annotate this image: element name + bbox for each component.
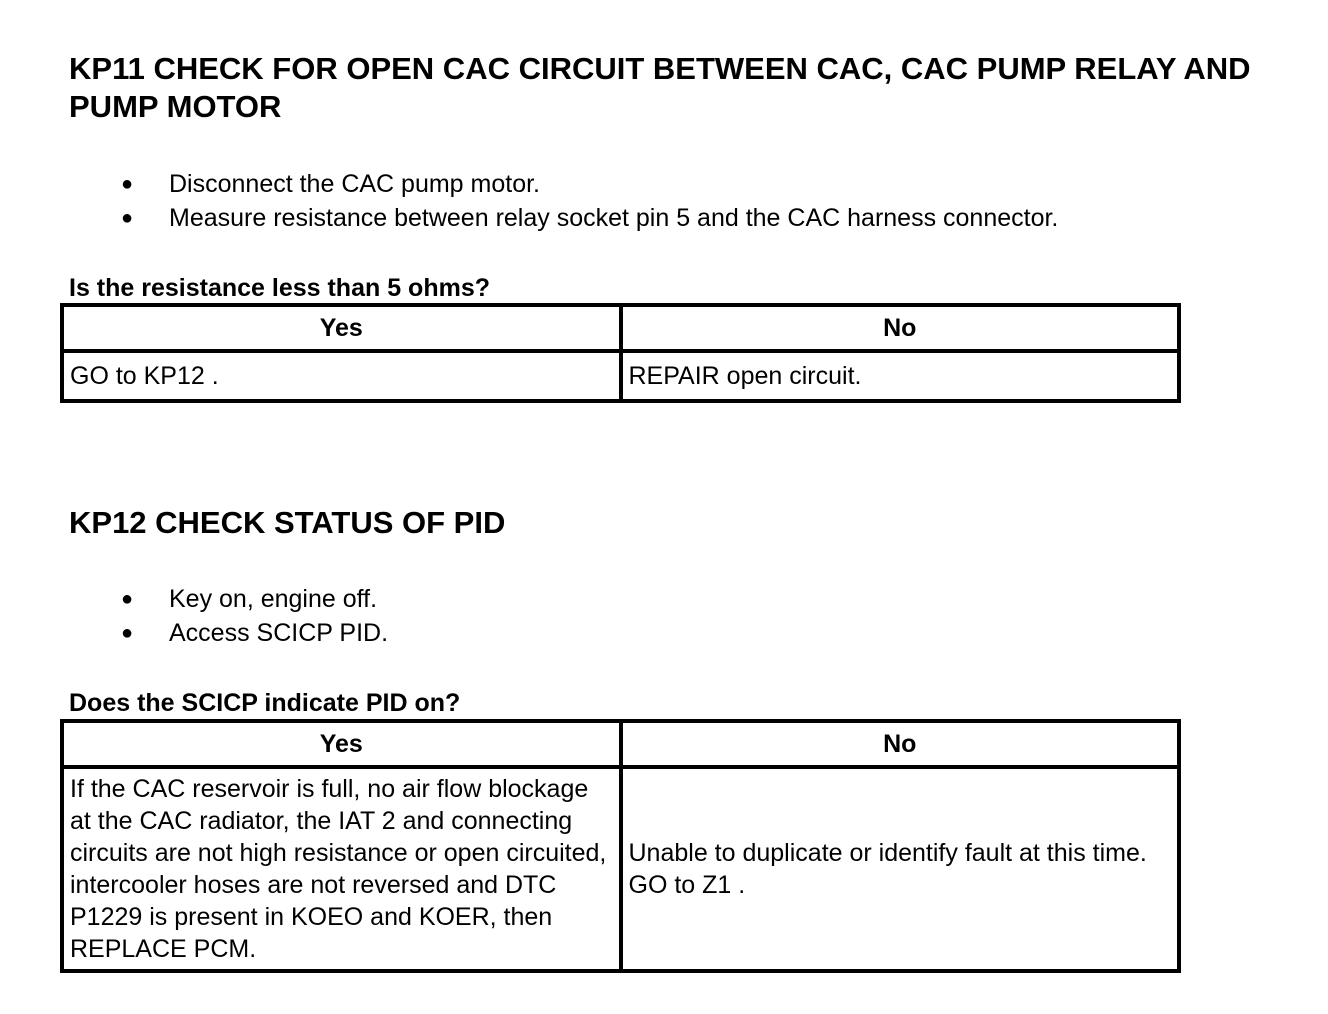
kp12-decision-table xyxy=(60,719,1181,973)
kp12-question: Does the SCICP indicate PID on? xyxy=(69,689,461,717)
no-action-cell: Unable to duplicate or identify fault at this time. GO to Z1 . xyxy=(621,767,1180,971)
list-item xyxy=(69,616,388,650)
table-header-row xyxy=(62,721,1179,767)
table-row xyxy=(62,351,1179,401)
bullet-icon: ● xyxy=(121,588,134,610)
table-row xyxy=(62,767,1179,971)
kp12-steps-list xyxy=(69,582,388,650)
kp11-steps-list xyxy=(69,167,1058,235)
no-action-cell: REPAIR open circuit. xyxy=(621,351,1180,401)
no-header: No xyxy=(621,721,1180,767)
yes-action-cell: GO to KP12 . xyxy=(62,351,621,401)
bullet-icon: ● xyxy=(121,622,134,644)
step-text: Measure resistance between relay socket pin 5 and the CAC harness connector. xyxy=(169,204,1059,232)
yes-header: Yes xyxy=(62,721,621,767)
list-item xyxy=(69,167,1058,201)
no-header: No xyxy=(621,305,1180,351)
bullet-icon: ● xyxy=(121,173,134,195)
list-item xyxy=(69,582,388,616)
step-text: Access SCICP PID. xyxy=(169,619,389,647)
bullet-icon: ● xyxy=(121,207,134,229)
step-text: Key on, engine off. xyxy=(169,585,378,613)
table-header-row xyxy=(62,305,1179,351)
kp12-title: KP12 CHECK STATUS OF PID xyxy=(69,505,506,540)
kp11-question: Is the resistance less than 5 ohms? xyxy=(69,274,490,302)
step-text: Disconnect the CAC pump motor. xyxy=(169,170,540,198)
kp11-decision-table xyxy=(60,303,1181,403)
yes-header: Yes xyxy=(62,305,621,351)
kp11-title: KP11 CHECK FOR OPEN CAC CIRCUIT BETWEEN CAC, CAC PUMP RELAY AND PUMP MOTOR xyxy=(69,51,1251,124)
list-item xyxy=(69,201,1058,235)
yes-action-cell: If the CAC reservoir is full, no air flow blockage at the CAC radiator, the IAT 2 and connecting circuits are not high resistance or open circuited, intercooler hoses are not reversed and DTC P1229 is present in KOEO and KOER, then REPLACE PCM. xyxy=(62,767,621,971)
